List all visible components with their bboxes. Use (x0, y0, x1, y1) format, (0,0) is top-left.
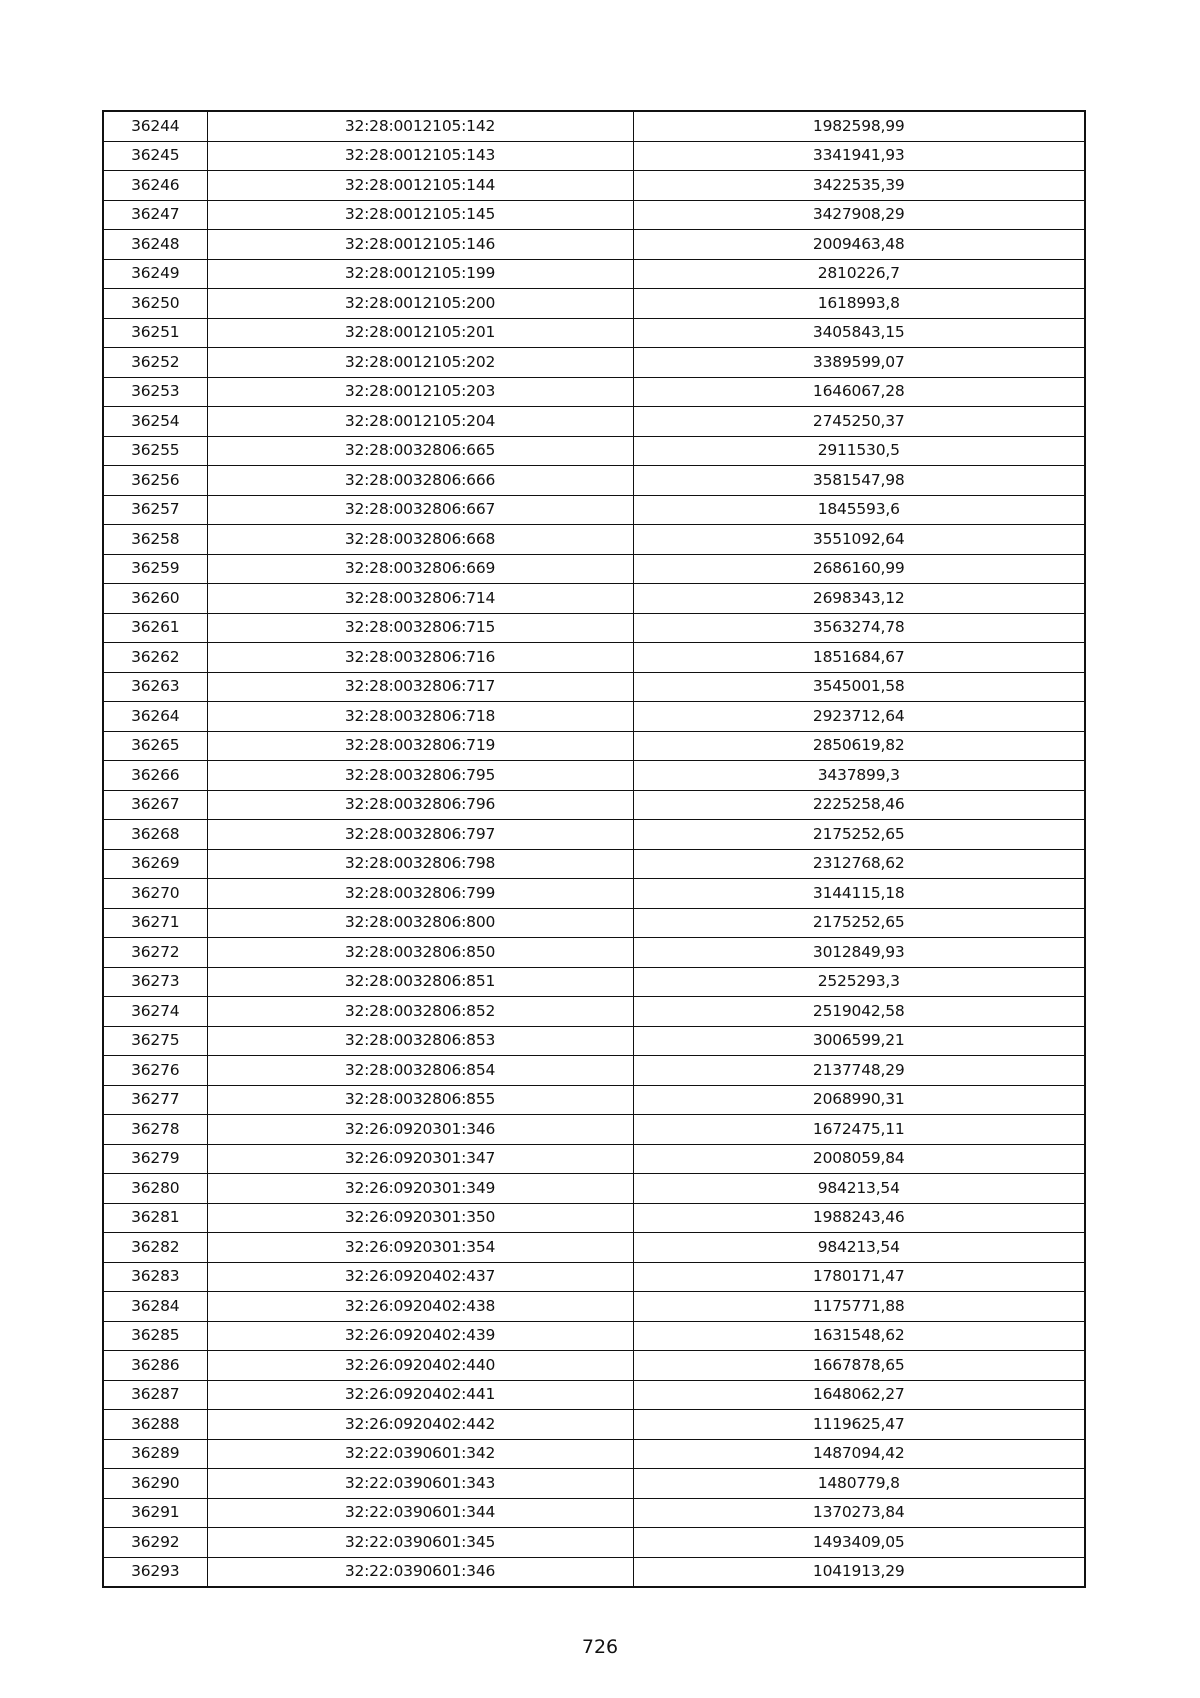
value-cell: 3341941,93 (633, 141, 1085, 171)
value-cell: 2850619,82 (633, 731, 1085, 761)
row-number-cell: 36272 (103, 938, 207, 968)
table-row (103, 1233, 1085, 1263)
value-cell: 2745250,37 (633, 407, 1085, 437)
table-row (103, 171, 1085, 201)
table-row (103, 289, 1085, 319)
row-number-cell: 36273 (103, 967, 207, 997)
table-row (103, 348, 1085, 378)
cadastral-number-cell: 32:26:0920402:439 (207, 1321, 633, 1351)
table-row (103, 318, 1085, 348)
row-number-cell: 36267 (103, 790, 207, 820)
cadastral-number-cell: 32:28:0032806:799 (207, 879, 633, 909)
row-number-cell: 36270 (103, 879, 207, 909)
value-cell: 1646067,28 (633, 377, 1085, 407)
cadastral-number-cell: 32:26:0920402:441 (207, 1380, 633, 1410)
value-cell: 2698343,12 (633, 584, 1085, 614)
table-row (103, 643, 1085, 673)
value-cell: 1631548,62 (633, 1321, 1085, 1351)
cadastral-number-cell: 32:28:0012105:201 (207, 318, 633, 348)
data-table (102, 110, 1086, 1588)
value-cell: 3551092,64 (633, 525, 1085, 555)
cadastral-number-cell: 32:22:0390601:344 (207, 1498, 633, 1528)
row-number-cell: 36286 (103, 1351, 207, 1381)
value-cell: 3545001,58 (633, 672, 1085, 702)
value-cell: 3006599,21 (633, 1026, 1085, 1056)
row-number-cell: 36253 (103, 377, 207, 407)
cadastral-number-cell: 32:28:0032806:796 (207, 790, 633, 820)
cadastral-number-cell: 32:28:0012105:204 (207, 407, 633, 437)
row-number-cell: 36293 (103, 1557, 207, 1587)
table-row (103, 525, 1085, 555)
row-number-cell: 36277 (103, 1085, 207, 1115)
value-cell: 3563274,78 (633, 613, 1085, 643)
row-number-cell: 36274 (103, 997, 207, 1027)
cadastral-number-cell: 32:28:0012105:203 (207, 377, 633, 407)
table-row (103, 1380, 1085, 1410)
row-number-cell: 36258 (103, 525, 207, 555)
row-number-cell: 36284 (103, 1292, 207, 1322)
row-number-cell: 36271 (103, 908, 207, 938)
row-number-cell: 36287 (103, 1380, 207, 1410)
cadastral-number-cell: 32:28:0032806:669 (207, 554, 633, 584)
row-number-cell: 36264 (103, 702, 207, 732)
cadastral-number-cell: 32:28:0032806:795 (207, 761, 633, 791)
value-cell: 2923712,64 (633, 702, 1085, 732)
table-row (103, 1528, 1085, 1558)
cadastral-number-cell: 32:28:0032806:797 (207, 820, 633, 850)
value-cell: 3389599,07 (633, 348, 1085, 378)
cadastral-number-cell: 32:28:0012105:202 (207, 348, 633, 378)
value-cell: 1480779,8 (633, 1469, 1085, 1499)
cadastral-number-cell: 32:22:0390601:346 (207, 1557, 633, 1587)
row-number-cell: 36254 (103, 407, 207, 437)
cadastral-number-cell: 32:28:0032806:853 (207, 1026, 633, 1056)
cadastral-number-cell: 32:28:0032806:665 (207, 436, 633, 466)
row-number-cell: 36245 (103, 141, 207, 171)
cadastral-number-cell: 32:28:0032806:718 (207, 702, 633, 732)
table-row (103, 1321, 1085, 1351)
table-row (103, 702, 1085, 732)
row-number-cell: 36269 (103, 849, 207, 879)
table-row (103, 1469, 1085, 1499)
cadastral-number-cell: 32:28:0032806:800 (207, 908, 633, 938)
cadastral-number-cell: 32:28:0032806:798 (207, 849, 633, 879)
cadastral-number-cell: 32:28:0012105:144 (207, 171, 633, 201)
value-cell: 2686160,99 (633, 554, 1085, 584)
row-number-cell: 36290 (103, 1469, 207, 1499)
table-row (103, 1144, 1085, 1174)
cadastral-number-cell: 32:26:0920301:349 (207, 1174, 633, 1204)
cadastral-number-cell: 32:26:0920301:354 (207, 1233, 633, 1263)
cadastral-number-cell: 32:28:0032806:715 (207, 613, 633, 643)
cadastral-number-cell: 32:28:0012105:142 (207, 111, 633, 141)
cadastral-number-cell: 32:28:0032806:850 (207, 938, 633, 968)
value-cell: 2225258,46 (633, 790, 1085, 820)
value-cell: 1370273,84 (633, 1498, 1085, 1528)
cadastral-number-cell: 32:22:0390601:342 (207, 1439, 633, 1469)
table-row (103, 1115, 1085, 1145)
value-cell: 3012849,93 (633, 938, 1085, 968)
value-cell: 2008059,84 (633, 1144, 1085, 1174)
row-number-cell: 36250 (103, 289, 207, 319)
cadastral-number-cell: 32:28:0032806:668 (207, 525, 633, 555)
row-number-cell: 36278 (103, 1115, 207, 1145)
row-number-cell: 36261 (103, 613, 207, 643)
value-cell: 984213,54 (633, 1174, 1085, 1204)
cadastral-number-cell: 32:28:0032806:667 (207, 495, 633, 525)
row-number-cell: 36265 (103, 731, 207, 761)
value-cell: 984213,54 (633, 1233, 1085, 1263)
table-row (103, 1439, 1085, 1469)
cadastral-number-cell: 32:26:0920301:350 (207, 1203, 633, 1233)
table-row (103, 141, 1085, 171)
value-cell: 1988243,46 (633, 1203, 1085, 1233)
row-number-cell: 36247 (103, 200, 207, 230)
table-row (103, 820, 1085, 850)
table-row (103, 908, 1085, 938)
table-row (103, 672, 1085, 702)
row-number-cell: 36281 (103, 1203, 207, 1233)
row-number-cell: 36275 (103, 1026, 207, 1056)
row-number-cell: 36263 (103, 672, 207, 702)
value-cell: 1667878,65 (633, 1351, 1085, 1381)
value-cell: 2519042,58 (633, 997, 1085, 1027)
table-row (103, 849, 1085, 879)
value-cell: 1041913,29 (633, 1557, 1085, 1587)
row-number-cell: 36256 (103, 466, 207, 496)
value-cell: 2175252,65 (633, 908, 1085, 938)
value-cell: 2810226,7 (633, 259, 1085, 289)
value-cell: 2009463,48 (633, 230, 1085, 260)
cadastral-number-cell: 32:28:0032806:714 (207, 584, 633, 614)
table-row (103, 1262, 1085, 1292)
cadastral-number-cell: 32:28:0032806:855 (207, 1085, 633, 1115)
row-number-cell: 36289 (103, 1439, 207, 1469)
value-cell: 3427908,29 (633, 200, 1085, 230)
cadastral-number-cell: 32:22:0390601:343 (207, 1469, 633, 1499)
row-number-cell: 36280 (103, 1174, 207, 1204)
row-number-cell: 36285 (103, 1321, 207, 1351)
value-cell: 3405843,15 (633, 318, 1085, 348)
table-row (103, 1203, 1085, 1233)
table-row (103, 1292, 1085, 1322)
row-number-cell: 36248 (103, 230, 207, 260)
table-body (103, 111, 1085, 1587)
row-number-cell: 36283 (103, 1262, 207, 1292)
cadastral-number-cell: 32:28:0012105:200 (207, 289, 633, 319)
value-cell: 1618993,8 (633, 289, 1085, 319)
value-cell: 1851684,67 (633, 643, 1085, 673)
cadastral-number-cell: 32:22:0390601:345 (207, 1528, 633, 1558)
row-number-cell: 36288 (103, 1410, 207, 1440)
row-number-cell: 36244 (103, 111, 207, 141)
cadastral-number-cell: 32:28:0012105:146 (207, 230, 633, 260)
row-number-cell: 36292 (103, 1528, 207, 1558)
row-number-cell: 36291 (103, 1498, 207, 1528)
value-cell: 1119625,47 (633, 1410, 1085, 1440)
page-number: 726 (581, 1636, 619, 1658)
table-row (103, 466, 1085, 496)
cadastral-number-cell: 32:26:0920402:438 (207, 1292, 633, 1322)
table-row (103, 613, 1085, 643)
table-row (103, 761, 1085, 791)
value-cell: 1845593,6 (633, 495, 1085, 525)
cadastral-number-cell: 32:26:0920301:347 (207, 1144, 633, 1174)
value-cell: 2068990,31 (633, 1085, 1085, 1115)
cadastral-number-cell: 32:28:0032806:666 (207, 466, 633, 496)
table-row (103, 790, 1085, 820)
value-cell: 2137748,29 (633, 1056, 1085, 1086)
table-row (103, 1557, 1085, 1587)
value-cell: 1493409,05 (633, 1528, 1085, 1558)
cadastral-number-cell: 32:26:0920402:440 (207, 1351, 633, 1381)
table-row (103, 1174, 1085, 1204)
value-cell: 3437899,3 (633, 761, 1085, 791)
table-row (103, 1085, 1085, 1115)
table-row (103, 1026, 1085, 1056)
row-number-cell: 36282 (103, 1233, 207, 1263)
table-row (103, 967, 1085, 997)
value-cell: 2175252,65 (633, 820, 1085, 850)
row-number-cell: 36251 (103, 318, 207, 348)
row-number-cell: 36262 (103, 643, 207, 673)
table-row (103, 997, 1085, 1027)
value-cell: 2911530,5 (633, 436, 1085, 466)
value-cell: 1780171,47 (633, 1262, 1085, 1292)
cadastral-number-cell: 32:28:0032806:716 (207, 643, 633, 673)
table-row (103, 495, 1085, 525)
table-row (103, 230, 1085, 260)
table-row (103, 554, 1085, 584)
cadastral-number-cell: 32:28:0032806:852 (207, 997, 633, 1027)
table-row (103, 1410, 1085, 1440)
row-number-cell: 36252 (103, 348, 207, 378)
table-row (103, 584, 1085, 614)
cadastral-number-cell: 32:28:0012105:143 (207, 141, 633, 171)
cadastral-number-cell: 32:28:0032806:854 (207, 1056, 633, 1086)
row-number-cell: 36266 (103, 761, 207, 791)
row-number-cell: 36276 (103, 1056, 207, 1086)
value-cell: 2312768,62 (633, 849, 1085, 879)
cadastral-number-cell: 32:28:0012105:199 (207, 259, 633, 289)
value-cell: 1175771,88 (633, 1292, 1085, 1322)
cadastral-number-cell: 32:28:0012105:145 (207, 200, 633, 230)
value-cell: 1487094,42 (633, 1439, 1085, 1469)
value-cell: 2525293,3 (633, 967, 1085, 997)
value-cell: 3144115,18 (633, 879, 1085, 909)
table-row (103, 436, 1085, 466)
table-row (103, 200, 1085, 230)
value-cell: 1648062,27 (633, 1380, 1085, 1410)
table-row (103, 879, 1085, 909)
cadastral-number-cell: 32:26:0920301:346 (207, 1115, 633, 1145)
table-row (103, 938, 1085, 968)
value-cell: 3581547,98 (633, 466, 1085, 496)
row-number-cell: 36257 (103, 495, 207, 525)
value-cell: 1982598,99 (633, 111, 1085, 141)
table-row (103, 731, 1085, 761)
cadastral-number-cell: 32:28:0032806:719 (207, 731, 633, 761)
row-number-cell: 36249 (103, 259, 207, 289)
value-cell: 1672475,11 (633, 1115, 1085, 1145)
table-row (103, 1498, 1085, 1528)
row-number-cell: 36260 (103, 584, 207, 614)
row-number-cell: 36279 (103, 1144, 207, 1174)
table-row (103, 377, 1085, 407)
table-row (103, 1056, 1085, 1086)
table-row (103, 407, 1085, 437)
table-row (103, 111, 1085, 141)
cadastral-number-cell: 32:28:0032806:851 (207, 967, 633, 997)
value-cell: 3422535,39 (633, 171, 1085, 201)
cadastral-number-cell: 32:28:0032806:717 (207, 672, 633, 702)
cadastral-number-cell: 32:26:0920402:437 (207, 1262, 633, 1292)
cadastral-number-cell: 32:26:0920402:442 (207, 1410, 633, 1440)
row-number-cell: 36268 (103, 820, 207, 850)
row-number-cell: 36246 (103, 171, 207, 201)
table-row (103, 1351, 1085, 1381)
row-number-cell: 36255 (103, 436, 207, 466)
table-row (103, 259, 1085, 289)
row-number-cell: 36259 (103, 554, 207, 584)
